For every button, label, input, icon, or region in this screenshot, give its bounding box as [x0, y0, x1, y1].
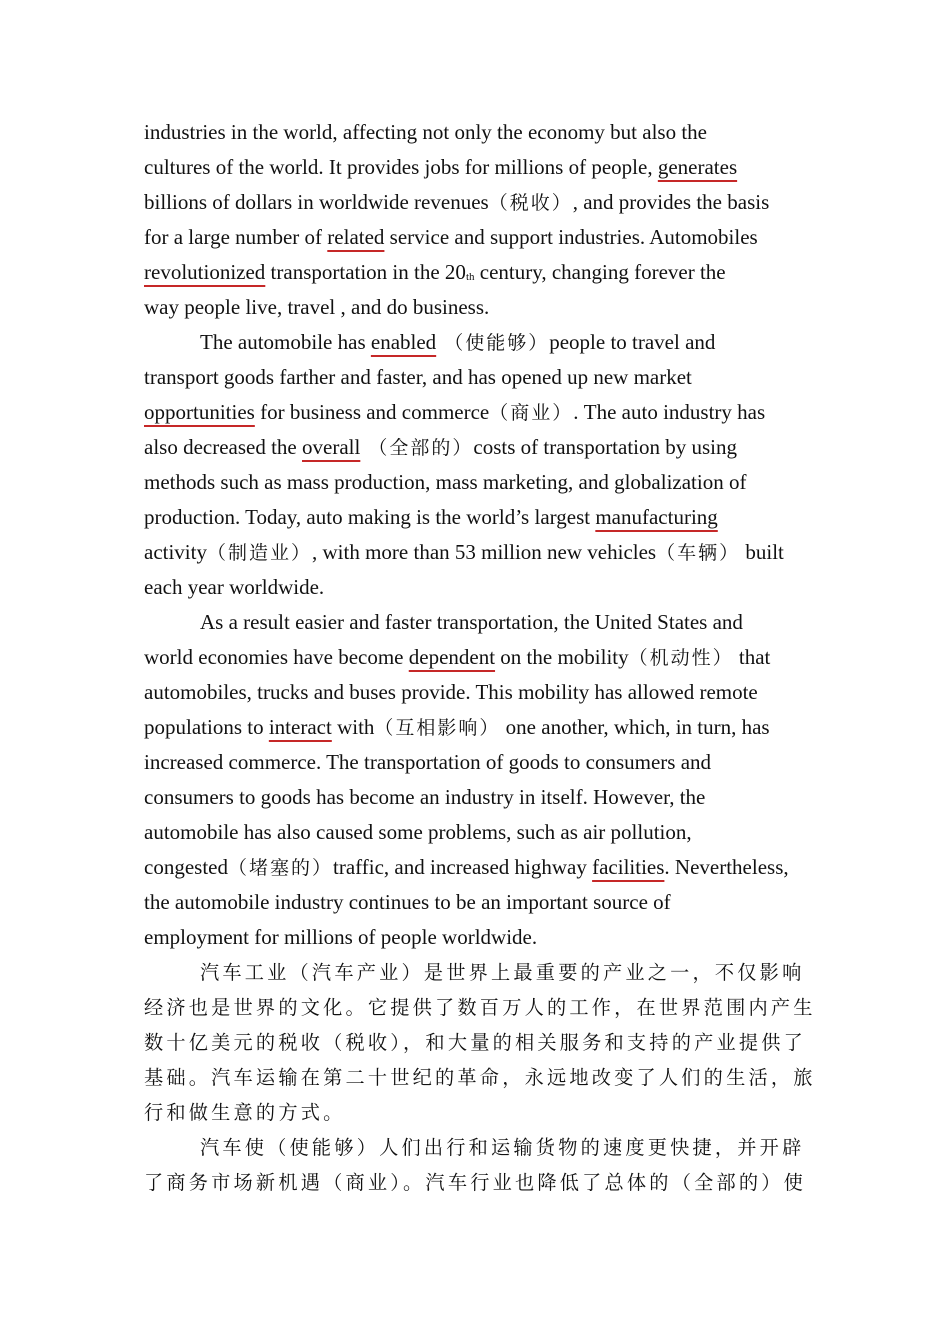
- chinese-line: 汽车使（使能够）人们出行和运输货物的速度更快捷，并开辟: [200, 1136, 805, 1159]
- text-line: [144, 783, 705, 811]
- text: production. Today, auto making is the world’s largest: [144, 505, 596, 529]
- text: that: [733, 645, 771, 669]
- text: , and provides the basis: [572, 190, 770, 214]
- text: . Nevertheless,: [664, 855, 789, 879]
- text: industries in the world, affecting not only the economy but also the: [144, 120, 708, 144]
- text: The automobile has: [200, 330, 371, 354]
- text-line: [144, 153, 737, 181]
- text-line: [144, 853, 789, 882]
- underlined-word: dependent: [408, 645, 496, 669]
- text: cultures of the world. It provides jobs for millions of people,: [144, 155, 658, 179]
- chinese-line: 数十亿美元的税收（税收），和大量的相关服务和支持的产业提供了: [144, 1031, 807, 1054]
- underlined-word: overall: [302, 435, 361, 459]
- text-line: [144, 503, 718, 531]
- text: the automobile industry continues to be an important source of: [144, 890, 671, 914]
- text-line: [144, 538, 784, 567]
- text: transport goods farther and faster, and has opened up new market: [144, 365, 692, 389]
- text: for business and commerce: [254, 400, 490, 424]
- text: traffic, and increased highway: [333, 855, 593, 879]
- chinese-gloss: （车辆）: [656, 542, 741, 564]
- text: activity: [144, 540, 207, 564]
- underlined-word: manufacturing: [595, 505, 718, 529]
- text-line: [144, 468, 746, 496]
- text: each year worldwide.: [144, 575, 325, 599]
- underlined-word: interact: [268, 715, 332, 739]
- underlined-word: related: [327, 225, 385, 249]
- text: way people live, travel , and do business.: [144, 295, 490, 319]
- chinese-gloss: （全部的）: [360, 437, 474, 459]
- text: world economies have become: [144, 645, 409, 669]
- text-line: [144, 678, 758, 706]
- chinese-line: 经济也是世界的文化。它提供了数百万人的工作，在世界范围内产生: [144, 996, 816, 1019]
- underlined-word: generates: [657, 155, 738, 179]
- text: congested: [144, 855, 228, 879]
- chinese-line: 了商务市场新机遇（商业）。汽车行业也降低了总体的（全部的）使: [144, 1171, 807, 1194]
- text: on the mobility: [495, 645, 629, 669]
- text: billions of dollars in worldwide revenues: [144, 190, 489, 214]
- text: with: [331, 715, 375, 739]
- text: consumers to goods has become an industry in itself. However, the: [144, 785, 706, 809]
- chinese-gloss: （堵塞的）: [227, 857, 333, 879]
- text: built: [740, 540, 784, 564]
- underlined-word: enabled: [370, 330, 437, 354]
- text: automobile has also caused some problems, such as air pollution,: [144, 820, 692, 844]
- text: . The auto industry has: [573, 400, 766, 424]
- text-line: [144, 258, 726, 290]
- chinese-gloss: （制造业）: [206, 542, 312, 564]
- text-line: [144, 223, 758, 251]
- text-line: [144, 398, 765, 427]
- text: As a result easier and faster transportation, the United States and: [200, 610, 743, 634]
- text-line: [144, 363, 692, 391]
- chinese-gloss: （互相影响）: [374, 717, 501, 739]
- underlined-word: facilities: [592, 855, 665, 879]
- text: for a large number of: [144, 225, 328, 249]
- text: populations to: [144, 715, 269, 739]
- chinese-line: 汽车工业（汽车产业）是世界上最重要的产业之一，不仅影响: [200, 961, 805, 984]
- text: people to travel and: [549, 330, 716, 354]
- text-line: [144, 923, 537, 951]
- text-line: [144, 818, 692, 846]
- text: costs of transportation by using: [473, 435, 738, 459]
- underlined-word: revolutionized: [144, 260, 266, 284]
- text: , with more than 53 million new vehicles: [312, 540, 657, 564]
- text-line: [144, 433, 737, 462]
- text: transportation in the 20: [265, 260, 466, 284]
- chinese-line: 基础。汽车运输在第二十世纪的革命，永远地改变了人们的生活，旅: [144, 1066, 816, 1089]
- superscript: th: [465, 271, 475, 283]
- chinese-gloss: （机动性）: [628, 647, 734, 669]
- text-line: [144, 713, 770, 742]
- text: employment for millions of people worldwide.: [144, 925, 538, 949]
- text-line: [144, 573, 324, 601]
- text-line: [200, 328, 715, 357]
- text-line: [144, 118, 707, 146]
- underlined-word: opportunities: [144, 400, 255, 424]
- chinese-gloss: （使能够）: [436, 332, 550, 354]
- text: one another, which, in turn, has: [500, 715, 770, 739]
- text-line: [144, 748, 711, 776]
- text-line: [144, 293, 489, 321]
- text: service and support industries. Automobiles: [384, 225, 758, 249]
- chinese-line: 行和做生意的方式。: [144, 1101, 346, 1124]
- chinese-gloss: （税收）: [488, 192, 573, 214]
- text: automobiles, trucks and buses provide. This mobility has allowed remote: [144, 680, 758, 704]
- text: century, changing forever the: [474, 260, 726, 284]
- text-line: [144, 188, 769, 217]
- text-line: [144, 643, 770, 672]
- chinese-gloss: （商业）: [489, 402, 574, 424]
- text-line: [144, 888, 671, 916]
- text: methods such as mass production, mass marketing, and globalization of: [144, 470, 747, 494]
- text-line: [200, 608, 743, 636]
- text: increased commerce. The transportation of goods to consumers and: [144, 750, 712, 774]
- text: also decreased the: [144, 435, 303, 459]
